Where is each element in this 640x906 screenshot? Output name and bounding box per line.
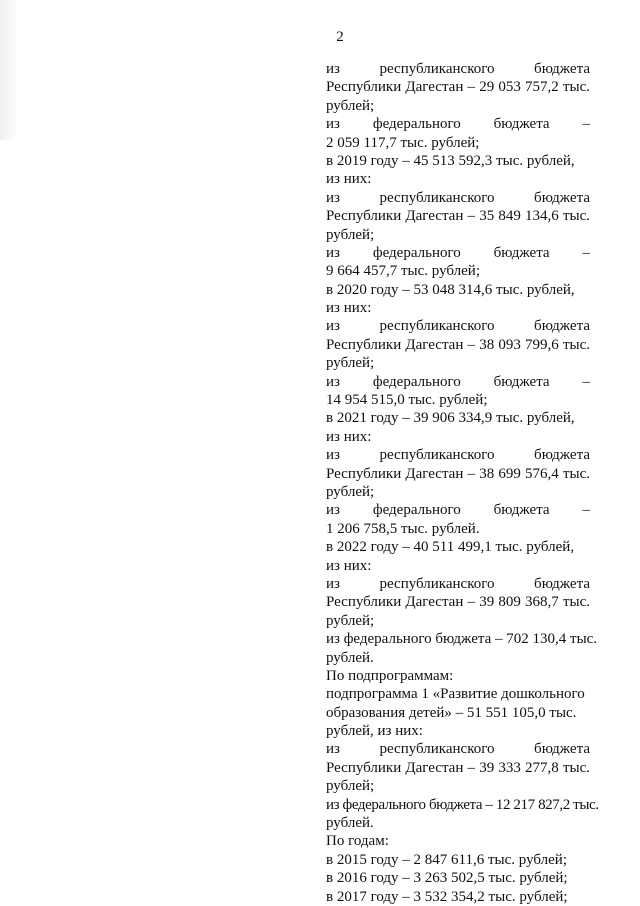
text-line: из федерального бюджета – 12 217 827,2 тыс. xyxy=(326,796,599,813)
text-line: рублей; xyxy=(326,612,375,629)
text-line: рублей; xyxy=(326,778,375,795)
text-line: из федерального бюджета – 702 130,4 тыс. xyxy=(326,631,598,648)
text-line: рублей; xyxy=(326,97,375,114)
text-line: из них: xyxy=(326,300,372,317)
text-line: в 2015 году – 2 847 611,6 тыс. рублей; xyxy=(326,851,567,868)
text-line: 14 954 515,0 тыс. рублей; xyxy=(326,392,488,409)
text-line: в 2016 году – 3 263 502,5 тыс. рублей; xyxy=(326,870,568,887)
text-line: рублей; xyxy=(326,226,375,243)
text-line: из республиканского бюджета xyxy=(326,575,590,592)
scan-edge-shadow xyxy=(0,0,18,140)
text-line: из федерального бюджета – xyxy=(326,502,590,519)
text-line: Республики Дагестан – 38 093 799,6 тыс. xyxy=(326,336,590,353)
text-line: Республики Дагестан – 29 053 757,2 тыс. xyxy=(326,79,590,96)
text-line: 1 206 758,5 тыс. рублей. xyxy=(326,520,480,537)
text-line: рублей. xyxy=(326,649,374,666)
text-line: в 2017 году – 3 532 354,2 тыс. рублей; xyxy=(326,888,568,905)
text-line: из них: xyxy=(326,557,372,574)
text-line: из республиканского бюджета xyxy=(326,189,590,206)
text-line: 9 664 457,7 тыс. рублей; xyxy=(326,263,480,280)
text-line: рублей. xyxy=(326,815,374,832)
text-line: образования детей» – 51 551 105,0 тыс. xyxy=(326,704,577,721)
text-line: из федерального бюджета – xyxy=(326,116,590,133)
text-line: рублей; xyxy=(326,355,375,372)
text-line: в 2020 году – 53 048 314,6 тыс. рублей, xyxy=(326,281,575,298)
text-line: из них: xyxy=(326,428,372,445)
budget-text-block xyxy=(326,60,599,906)
text-line: Республики Дагестан – 38 699 576,4 тыс. xyxy=(326,465,590,482)
page-number: 2 xyxy=(336,29,344,45)
text-line: 2 059 117,7 тыс. рублей; xyxy=(326,134,480,151)
text-line: из них: xyxy=(326,171,372,188)
text-line: По подпрограммам: xyxy=(326,667,454,684)
text-line: в 2021 году – 39 906 334,9 тыс. рублей, xyxy=(326,410,575,427)
text-line: из федерального бюджета – xyxy=(326,244,590,261)
text-line: из республиканского бюджета xyxy=(326,61,590,77)
text-line: в 2019 году – 45 513 592,3 тыс. рублей, xyxy=(326,152,575,169)
text-line: рублей, из них: xyxy=(326,723,423,740)
text-line: подпрограмма 1 «Развитие дошкольного xyxy=(326,686,585,703)
text-line: из республиканского бюджета xyxy=(326,447,590,464)
text-line: Республики Дагестан – 39 333 277,8 тыс. xyxy=(326,759,590,776)
text-line: Республики Дагестан – 39 809 368,7 тыс. xyxy=(326,594,590,611)
text-line: в 2022 году – 40 511 499,1 тыс. рублей, xyxy=(326,539,575,556)
text-line: из республиканского бюджета xyxy=(326,318,590,335)
text-line: Республики Дагестан – 35 849 134,6 тыс. xyxy=(326,208,590,225)
text-line: из федерального бюджета – xyxy=(326,373,590,390)
text-line: рублей; xyxy=(326,483,375,500)
text-line: По годам: xyxy=(326,833,389,850)
text-line: из республиканского бюджета xyxy=(326,741,590,758)
